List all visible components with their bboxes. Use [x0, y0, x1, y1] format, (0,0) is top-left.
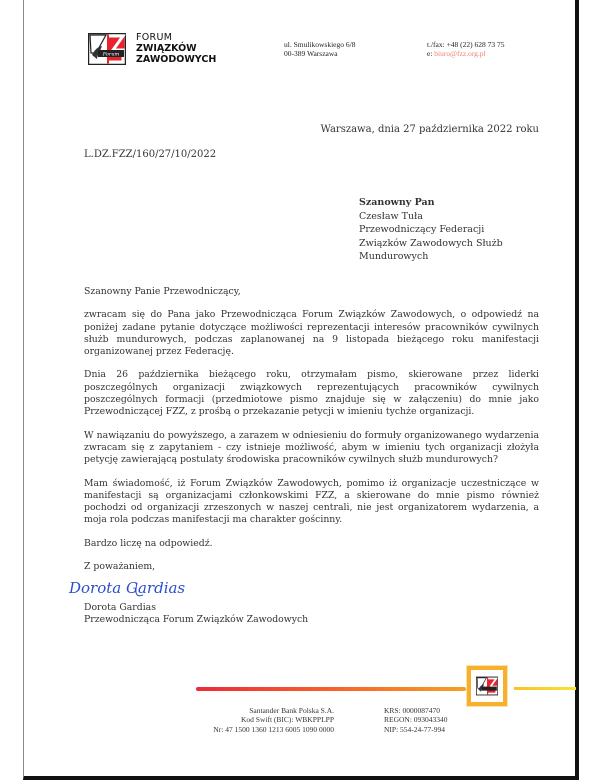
- paragraph: Mam świadomość, iż Forum Związków Zawodowych, pomimo iż organizacje uczestniczące w manifestacji są organizacjami członkowskimi FZZ, a skierowane do mnie pismo również pochodzi od organizacji zrzeszonych w naszej centrali, nie jest organizatorem wydarzenia, a moja rola podczas manifestacji ma charakter gościnny.: [84, 477, 539, 526]
- date-line: Warszawa, dnia 27 października 2022 roku: [320, 124, 539, 135]
- header-address: [284, 40, 355, 58]
- svg-text:Forum: Forum: [102, 51, 120, 58]
- greeting: Szanowny Panie Przewodniczący,: [84, 286, 241, 297]
- letter-page: [23, 0, 579, 780]
- address-street: ul. Smulikowskiego 6/8: [284, 40, 356, 49]
- logo-wordmark: [136, 32, 216, 65]
- address-city: 00-389 Warszawa: [284, 49, 338, 58]
- paragraph: zwracam się do Pana jako Przewodnicząca Forum Związków Zawodowych, o odpowiedź na poniżej zadane pytanie dotyczące możliwości reprezentacji interesów pracowników cywilnych służb mundurowych, podczas zaplanowanej na 9 listopada bieżącego roku manifestacji organizowanej przez Federację.: [84, 309, 539, 358]
- fzz-logo-icon: [88, 33, 126, 65]
- recipient-line: Przewodniczący Federacji: [359, 224, 485, 235]
- logo-line-3: ZAWODOWYCH: [136, 54, 217, 65]
- signer-title: Przewodnicząca Forum Związków Zawodowych: [84, 614, 309, 626]
- header-contact: [427, 40, 505, 58]
- signer-block: [84, 602, 308, 627]
- closing: Z poważaniem,: [84, 561, 156, 573]
- bank-name: Santander Bank Polska S.A.: [249, 706, 334, 715]
- signer-name: Dorota Gardias: [84, 602, 156, 613]
- reference-number: L.DZ.FZZ/160/27/10/2022: [84, 149, 217, 160]
- logo-line-1: FORUM: [136, 32, 173, 43]
- paragraph: W nawiązaniu do powyższego, a zarazem w odniesieniu do formuły organizowanego wydarzenia zwracam się z zapytaniem - czy istnieje możliwość, abym w imieniu tych organizacji złożyła petycję zawierającą postulaty środowiska pracowników cywilnych służb mundurowych?: [84, 429, 539, 466]
- nip-number: NIP: 554-24-77-994: [384, 724, 446, 734]
- paragraph: Bardzo liczę na odpowiedź.: [84, 537, 213, 549]
- bank-account: Nr: 47 1500 1360 1213 6005 1090 0000: [213, 724, 334, 734]
- recipient-line: Związków Zawodowych Służb: [359, 237, 503, 249]
- recipient-block: [359, 196, 503, 264]
- krs-number: KRS: 0000087470: [384, 706, 441, 715]
- phone-fax: t./fax: +48 (22) 628 73 75: [427, 40, 505, 49]
- footer-logo-frame: [467, 666, 507, 706]
- signature-text: Dorota Gardias: [69, 579, 186, 597]
- footer-gradient-line-right: [514, 687, 576, 690]
- fzz-footer-logo-icon: [476, 675, 498, 697]
- handwritten-signature: [67, 573, 217, 603]
- recipient-line: Czesław Tuła: [359, 210, 423, 222]
- recipient-salutation: Szanowny Pan: [359, 197, 435, 208]
- footer-gradient-line: [196, 687, 466, 691]
- bank-swift: Kod Swift (BIC): WBKPPLPP: [240, 715, 334, 725]
- regon-number: REGON: 093043340: [384, 715, 448, 725]
- email-link[interactable]: biuro@fzz.org.pl: [434, 49, 486, 58]
- email-label: e:: [427, 49, 435, 58]
- paragraph: Dnia 26 października bieżącego roku, otrzymałam pismo, skierowane przez liderki poszczególnych organizacji związkowych reprezentujących pracowników cywilnych poszczególnych formacji (przedmiotowe pismo znajduje się w załączeniu) do mnie jako Przewodniczącej FZZ, z prośbą o przekazanie petycji w imieniu tychże organizacji.: [84, 369, 539, 418]
- letter-body: [84, 286, 539, 573]
- logo-line-2: ZWIĄZKÓW: [136, 43, 197, 54]
- recipient-line: Mundurowych: [359, 251, 429, 262]
- footer-bank-info: [184, 706, 334, 734]
- footer-registry-info: [384, 706, 448, 734]
